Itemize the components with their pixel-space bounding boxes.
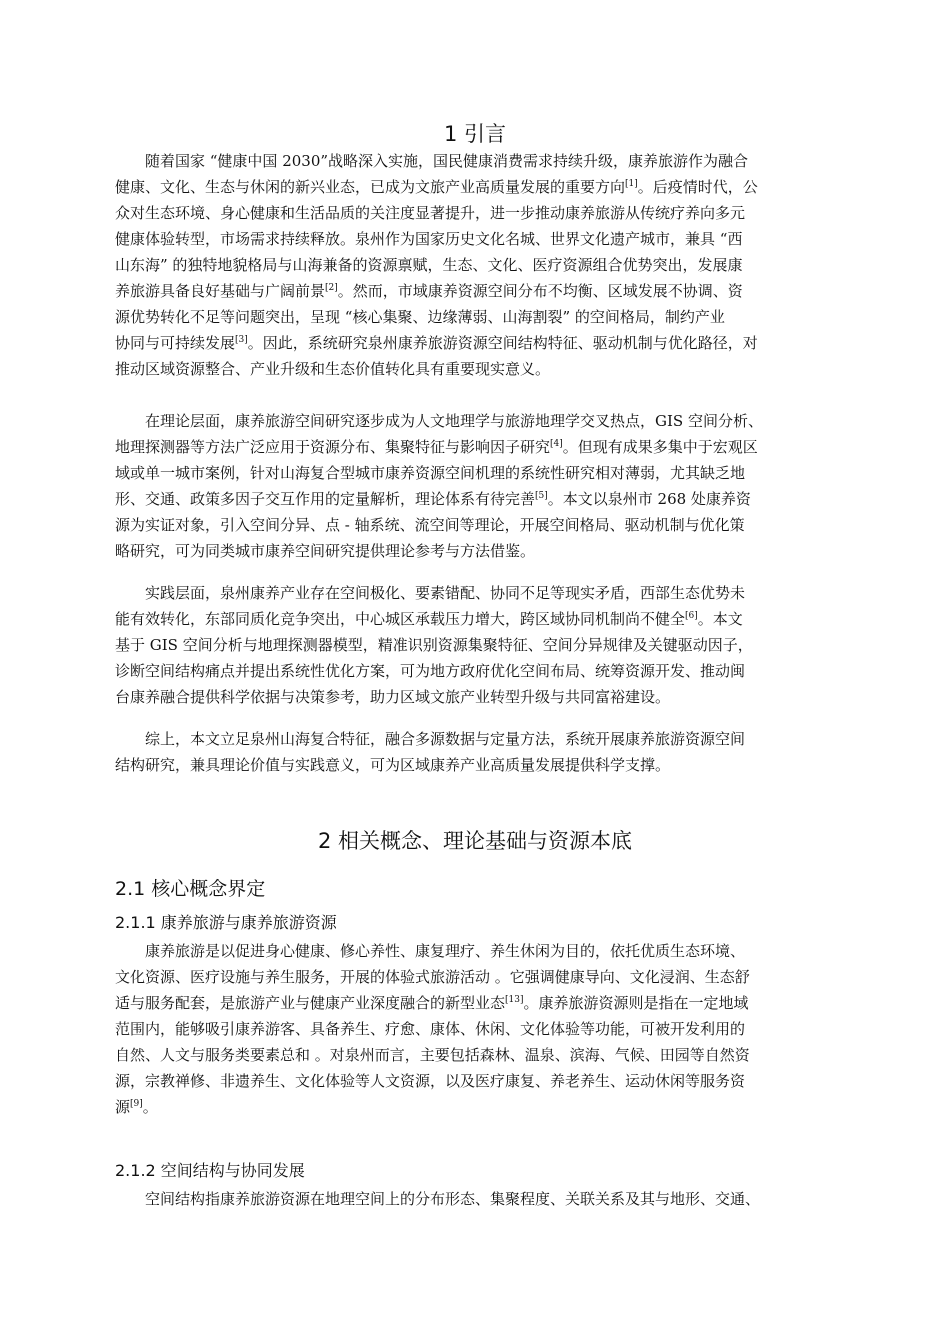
text-line: 基于 GIS 空间分析与地理探测器模型，精准识别资源集聚特征、空间分异规律及关键驱动因子， — [115, 636, 753, 654]
text-line: 养旅游具备良好基础与广阔前景[2]。然而，市域康养资源空间分布不均衡、区域发展不协调、资 — [115, 282, 743, 300]
intro-paragraph-1 — [115, 148, 845, 382]
text-line: 在理论层面，康养旅游空间研究逐步成为人文地理学与旅游地理学交叉热点，GIS 空间分析、 — [145, 412, 763, 430]
text-line: 源为实证对象，引入空间分异、点 - 轴系统、流空间等理论，开展空间格局、驱动机制与优化策 — [115, 516, 745, 534]
text-line: 地理探测器等方法广泛应用于资源分布、集聚特征与影响因子研究[4]。但现有成果多集中于宏观区 — [115, 438, 758, 456]
text-line: 空间结构指康养旅游资源在地理空间上的分布形态、集聚程度、关联关系及其与地形、交通、 — [145, 1190, 761, 1208]
citation: [9] — [130, 1099, 143, 1109]
text-line: 健康、文化、生态与休闲的新兴业态，已成为文旅产业高质量发展的重要方向[1]。后疫情时代，公 — [115, 178, 758, 196]
text-line: 域或单一城市案例，针对山海复合型城市康养资源空间机理的系统性研究相对薄弱，尤其缺乏地 — [115, 464, 746, 482]
text-line: 源，宗教禅修、非遗养生、文化体验等人文资源，以及医疗康复、养老养生、运动休闲等服务资 — [115, 1072, 746, 1090]
text-line: 诊断空间结构痛点并提出系统性优化方案，可为地方政府优化空间布局、统筹资源开发、推动闽 — [115, 662, 746, 680]
subsection-2-1-1-heading: 2.1.1 康养旅游与康养旅游资源 — [115, 913, 337, 932]
text-line: 能有效转化，东部同质化竞争突出，中心城区承载压力增大，跨区域协同机制尚不健全[6]。本文 — [115, 610, 743, 628]
citation: [2] — [325, 283, 338, 293]
text-line: 范围内，能够吸引康养游客、具备养生、疗愈、康体、休闲、文化体验等功能，可被开发利用的 — [115, 1020, 746, 1038]
text-line: 健康体验转型，市场需求持续释放。泉州作为国家历史文化名城、世界文化遗产城市，兼具 “西 — [115, 230, 743, 248]
text-line: 随着国家 “健康中国 2030”战略深入实施，国民健康消费需求持续升级，康养旅游作为融合 — [145, 152, 749, 170]
body-paragraph-2-1-1 — [115, 938, 845, 1120]
section-1-heading: 1 引言 — [443, 122, 507, 146]
citation: [6] — [685, 611, 698, 621]
text-line: 源优势转化不足等问题突出，呈现 “核心集聚、边缘薄弱、山海割裂” 的空间格局，制约产业 — [115, 308, 725, 326]
text-line: 综上，本文立足泉州山海复合特征，融合多源数据与定量方法，系统开展康养旅游资源空间 — [145, 730, 746, 748]
text-line: 文化资源、医疗设施与养生服务，开展的体验式旅游活动 。它强调健康导向、文化浸润、生态舒 — [115, 968, 750, 986]
text-line: 源[9]。 — [115, 1098, 158, 1116]
intro-paragraph-3 — [115, 580, 845, 710]
text-line: 推动区域资源整合、产业升级和生态价值转化具有重要现实意义。 — [115, 360, 551, 378]
text-line: 适与服务配套，是旅游产业与健康产业深度融合的新型业态[13]。康养旅游资源则是指在一定地域 — [115, 994, 749, 1012]
citation: [5] — [535, 491, 548, 501]
text-line: 协同与可持续发展[3]。因此，系统研究泉州康养旅游资源空间结构特征、驱动机制与优化路径，对 — [115, 334, 758, 352]
text-line: 自然、人文与服务类要素总和 。对泉州而言，主要包括森林、温泉、滨海、气候、田园等自然资 — [115, 1046, 750, 1064]
text-line: 康养旅游是以促进身心健康、修心养性、康复理疗、养生休闲为目的，依托优质生态环境、 — [145, 942, 746, 960]
citation: [1] — [625, 179, 638, 189]
citation: [4] — [550, 439, 563, 449]
citation: [13] — [505, 995, 524, 1005]
subsection-2-1-heading: 2.1 核心概念界定 — [115, 878, 266, 900]
text-line: 形、交通、政策多因子交互作用的定量解析，理论体系有待完善[5]。本文以泉州市 268 处康养资 — [115, 490, 751, 508]
citation: [3] — [235, 335, 248, 345]
section-2-heading: 2 相关概念、理论基础与资源本底 — [317, 829, 633, 853]
subsection-2-1-2-heading: 2.1.2 空间结构与协同发展 — [115, 1161, 305, 1180]
body-paragraph-2-1-2 — [115, 1186, 845, 1212]
text-line: 众对生态环境、身心健康和生活品质的关注度显著提升，进一步推动康养旅游从传统疗养向多元 — [115, 204, 746, 222]
text-line: 实践层面，泉州康养产业存在空间极化、要素错配、协同不足等现实矛盾，西部生态优势未 — [145, 584, 746, 602]
text-line: 略研究，可为同类城市康养空间研究提供理论参考与方法借鉴。 — [115, 542, 536, 560]
text-line: 台康养融合提供科学依据与决策参考，助力区域文旅产业转型升级与共同富裕建设。 — [115, 688, 671, 706]
text-line: 山东海” 的独特地貌格局与山海兼备的资源禀赋，生态、文化、医疗资源组合优势突出，发展康 — [115, 256, 743, 274]
text-line: 结构研究，兼具理论价值与实践意义，可为区域康养产业高质量发展提供科学支撑。 — [115, 756, 671, 774]
intro-paragraph-4 — [115, 726, 845, 778]
intro-paragraph-2 — [115, 408, 845, 564]
